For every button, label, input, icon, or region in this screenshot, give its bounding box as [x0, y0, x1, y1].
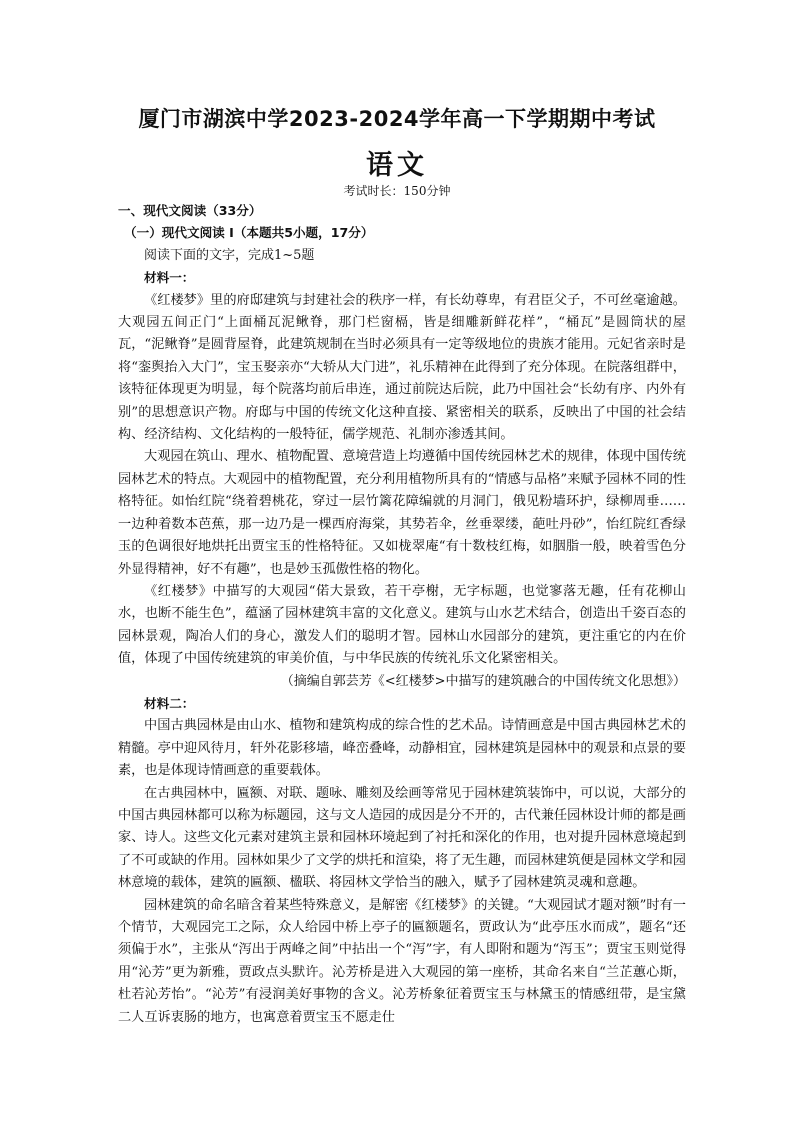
- material-1-label: 材料一：: [144, 270, 195, 286]
- material-2-label: 材料二：: [144, 695, 195, 711]
- material-2-paragraph: 在古典园林中，匾额、对联、题咏、雕刻及绘画等常见于园林建筑装饰中，可以说，大部分的中国古典园林都可以称为标题园，这与文人造园的成因是分不开的，古代兼任园林设计师的都是画家、诗人。这些文化元素对建筑主景和园林环境起到了衬托和深化的作用，也对提升园林意境起到了不可或缺的作用。园林如果少了文学的烘托和渲染，将了无生趣，而园林建筑便是园林文学和园林意境的载体，建筑的匾额、楹联、将园林文学恰当的融入，赋予了园林建筑灵魂和意趣。: [118, 785, 686, 891]
- sub-section-heading: （一）现代文阅读 I（本题共5小题，17分）: [124, 225, 374, 241]
- material-1-paragraph: 大观园在筑山、理水、植物配置、意境营造上均遵循中国传统园林艺术的规律，体现中国传统园林艺术的特点。大观园中的植物配置，充分利用植物所具有的“情感与品格”来赋予园林不同的性格特征。如怡红院“绕着碧桃花，穿过一层竹篱花障编就的月洞门，俄见粉墙环护，绿柳周垂……一边种着数本芭蕉，那一边乃是一棵西府海棠，其势若伞，丝垂翠缕，葩吐丹砂”，怡红院红香绿玉的色调很好地烘托出贾宝玉的性格特征。又如栊翠庵“有十数枝红梅，如胭脂一般，映着雪色分外显得精神，好不有趣”，也是妙玉孤傲性格的物化。: [118, 449, 686, 577]
- reading-instruction: 阅读下面的文字，完成1~5题: [144, 247, 315, 263]
- material-1-paragraph: 《红楼梦》里的府邸建筑与封建社会的秩序一样，有长幼尊卑，有君臣父子，不可丝毫逾越。大观园五间正门“上面桶瓦泥鳅脊，那门栏窗槅，皆是细雕新鲜花样”，“桶瓦”是圆筒状的屋瓦，“泥鳅脊”是圆背屋脊，此建筑规制在当时必须具有一定等级地位的贵族才能用。元妃省亲时是将“銮舆抬入大门”，宝玉娶亲亦“大轿从大门进”，礼乐精神在此得到了充分体现。在院落组群中，该特征体现更为明显，每个院落均前后串连，通过前院达后院，此乃中国社会“长幼有序、内外有别”的思想意识产物。府邸与中国的传统文化这种直接、紧密相关的联系，反映出了中国的社会结构、经济结构、文化结构的一般特征，儒学规范、礼制亦渗透其间。: [118, 292, 686, 443]
- subject-title: 语文: [366, 150, 428, 181]
- material-1-source: （摘编自郭芸芳《<红楼梦>中描写的建筑融合的中国传统文化思想》）: [280, 673, 686, 689]
- exam-content: [118, 200, 686, 1029]
- material-2-paragraph: 中国古典园林是由山水、植物和建筑构成的综合性的艺术品。诗情画意是中国古典园林艺术的精髓。亭中迎风待月，轩外花影移墙，峰峦叠峰，动静相宜，园林建筑是园林中的观景和点景的要素，也是体现诗情画意的重要载体。: [118, 718, 686, 779]
- exam-duration: 考试时长：150分钟: [343, 184, 451, 198]
- material-2-paragraph: 园林建筑的命名暗含着某些特殊意义，是解密《红楼梦》的关键。“大观园试才题对额”时有一个情节，大观园完工之际，众人给园中桥上亭子的匾额题名，贾政认为“此亭压水而成”，题名“还须偏于水”，主张从“泻出于两峰之间”中拈出一个“泻”字，有人即附和题为“泻玉”；贾宝玉则觉得用“沁芳”更为新雅，贾政点头默许。沁芳桥是进入大观园的第一座桥，其命名来自“兰芷蕙心斯，杜若沁芳怡”。“沁芳”有浸润美好事物的含义。沁芳桥象征着贾宝玉与林黛玉的情感纽带，是宝黛二人互诉衷肠的地方，也寓意着贾宝玉不愿走仕: [118, 897, 686, 1025]
- section-heading: 一、现代文阅读（33分）: [118, 203, 262, 218]
- exam-title: 厦门市湖滨中学2023-2024学年高一下学期期中考试: [138, 107, 656, 131]
- material-1-paragraph: 《红楼梦》中描写的大观园“偌大景致，若干亭榭，无字标题，也觉寥落无趣，任有花柳山水，也断不能生色”，蕴涵了园林建筑丰富的文化意义。建筑与山水艺术结合，创造出千姿百态的园林景观，陶冶人们的身心，激发人们的聪明才智。园林山水园部分的建筑，更注重它的内在价值，体现了中国传统建筑的审美价值，与中华民族的传统礼乐文化紧密相关。: [118, 583, 686, 667]
